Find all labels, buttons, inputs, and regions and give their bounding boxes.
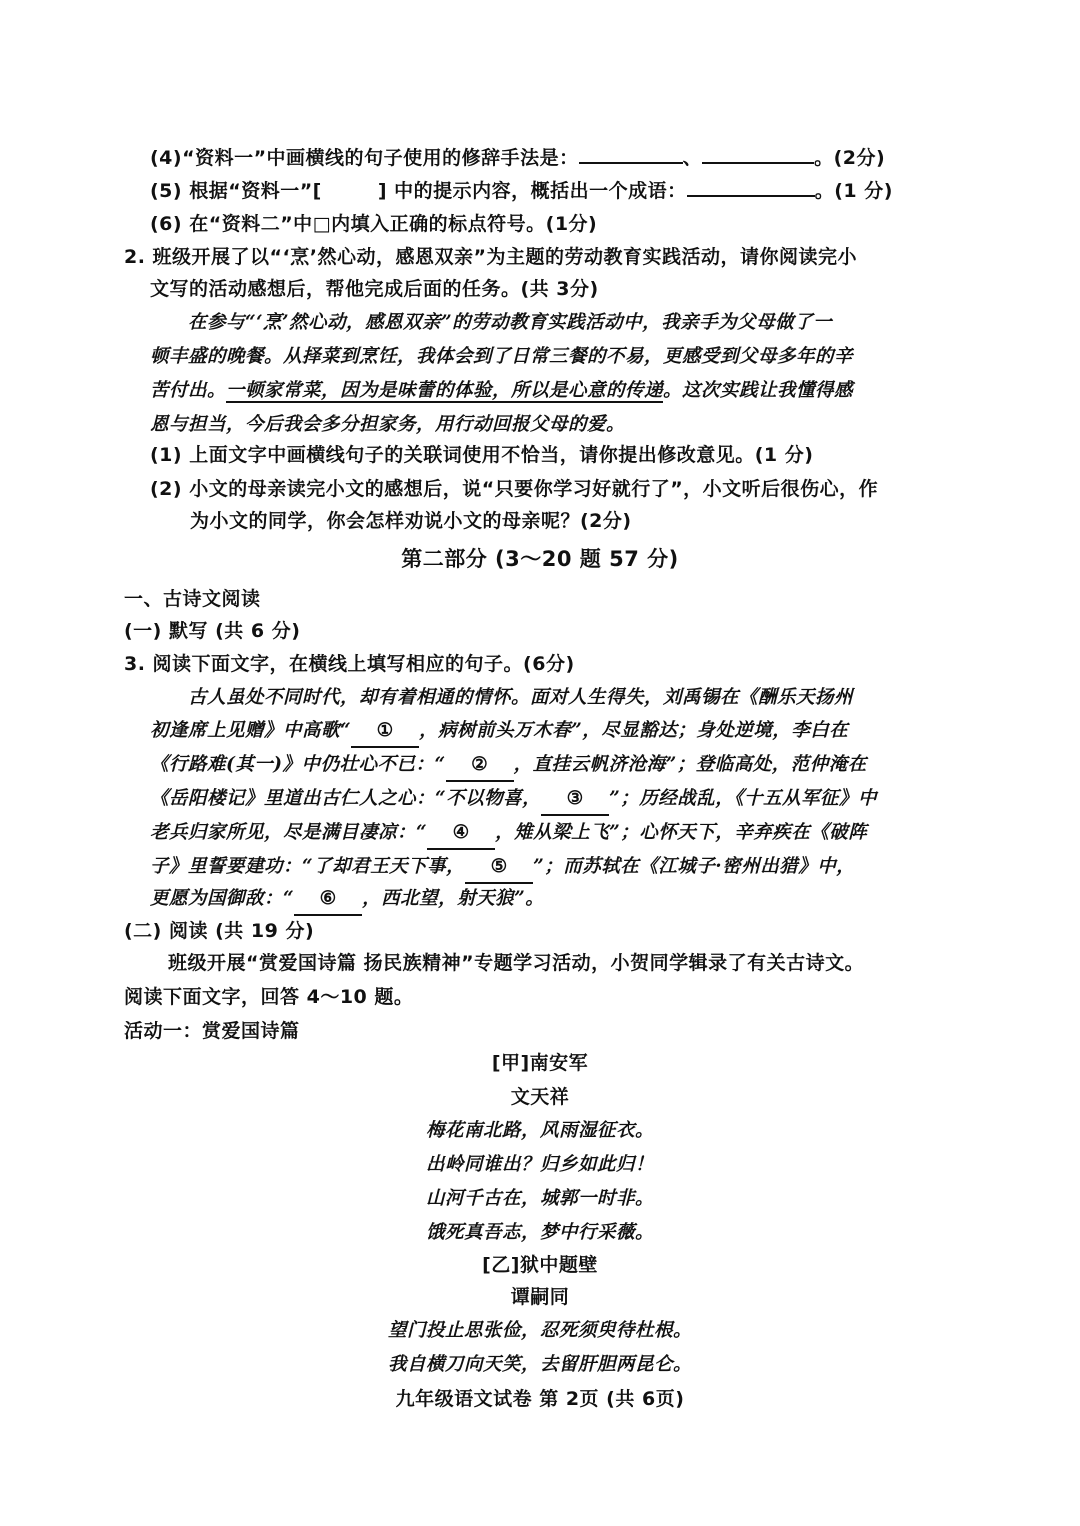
q2-passage-text: 苦付出。	[150, 380, 227, 401]
q1-sub5	[150, 176, 893, 206]
q1-sub4-score: 。(2分)	[814, 147, 886, 169]
q3-text: ，直挂云帆济沧海”；登临高处，范仲淹在	[513, 754, 867, 775]
q3-text: ，病树前头万木春”，尽显豁达；身处逆境，李白在	[419, 720, 849, 741]
q2-sub1: (1) 上面文字中画横线句子的关联词使用不恰当，请你提出修改意见。(1 分)	[150, 444, 814, 466]
q3-text: ，西北望，射天狼”。	[362, 888, 545, 909]
q2-sub2-line1: (2) 小文的母亲读完小文的感想后，说“只要你学习好就行了”，小文听后很伤心，作	[150, 478, 879, 500]
reading-intro-line1: 班级开展“赏爱国诗篇 扬民族精神”专题学习活动，小贺同学辑录了有关古诗文。	[168, 952, 865, 974]
q1-sub5-text2: ] 中的提示内容，概括出一个成语：	[377, 180, 687, 202]
q3-line2	[150, 716, 848, 748]
answer-blank[interactable]	[687, 177, 815, 197]
underlined-sentence: 一顿家常菜，因为是味蕾的体验，所以是心意的传递	[226, 380, 664, 401]
q3-text: 《行路难(其一)》中仍壮心不已：“	[150, 754, 446, 775]
q1-sub5-score: 。(1 分)	[814, 180, 893, 202]
poem-a-title: [甲]南安军	[491, 1052, 589, 1074]
q3-line6	[150, 852, 855, 884]
q2-passage-text: 。这次实践让我懂得感	[663, 380, 854, 401]
answer-blank[interactable]	[579, 144, 683, 164]
q1-sub6: (6) 在“资料二”中□内填入正确的标点符号。(1分)	[150, 213, 598, 235]
q2-passage-line4: 恩与担当，今后我会多分担家务，用行动回报父母的爱。	[150, 414, 626, 435]
q1-sub5-text: (5) 根据“资料一”[	[150, 180, 322, 202]
poem-b-title: [乙]狱中题壁	[482, 1254, 598, 1276]
blank-2[interactable]: ②	[446, 750, 514, 782]
poem-a-line: 梅花南北路，风雨湿征衣。	[425, 1120, 654, 1141]
q3-line1: 古人虽处不同时代，却有着相通的情怀。面对人生得失，刘禹锡在《酬乐天扬州	[188, 687, 854, 708]
q3-line3	[150, 750, 867, 782]
q3-text: 子》里誓要建功：“了却君王天下事，	[150, 856, 466, 877]
activity-heading: 活动一：赏爱国诗篇	[124, 1020, 300, 1042]
poem-b-author: 谭嗣同	[510, 1286, 570, 1308]
blank-1[interactable]: ①	[351, 716, 419, 748]
page-footer: 九年级语文试卷 第 2页 (共 6页)	[395, 1388, 685, 1410]
q1-sub4	[150, 143, 885, 173]
blank-3[interactable]: ③	[541, 784, 609, 816]
q3-text: ”；而苏轼在《江城子·密州出猎》中，	[533, 856, 856, 877]
subsection-heading: (二) 阅读 (共 19 分)	[124, 920, 315, 942]
q3-text: 初逢席上见赠》中高歌“	[150, 720, 352, 741]
q3-text: 老兵归家所见，尽是满目凄凉：“	[150, 822, 428, 843]
q1-sub4-sep: 、	[682, 147, 703, 169]
q2-sub2-line2: 为小文的同学，你会怎样劝说小文的母亲呢？(2分)	[190, 510, 632, 532]
poem-a-line: 饿死真吾志，梦中行采薇。	[425, 1222, 654, 1243]
blank-5[interactable]: ⑤	[465, 852, 533, 884]
part2-title: 第二部分 (3～20 题 57 分)	[401, 547, 679, 571]
q3-line5	[150, 818, 867, 850]
q3-text: 《岳阳楼记》里道出古仁人之心：“不以物喜，	[150, 788, 542, 809]
q3-text: ”；历经战乱，《十五从军征》中	[609, 788, 878, 809]
q2-passage-line1: 在参与“‘烹’然心动，感恩双亲”的劳动教育实践活动中，我亲手为父母做了一	[188, 312, 833, 333]
poem-a-line: 山河千古在，城郭一时非。	[425, 1188, 654, 1209]
reading-intro-line2: 阅读下面文字，回答 4～10 题。	[124, 986, 414, 1008]
q2-stem-line1: 2. 班级开展了以“‘烹’然心动，感恩双亲”为主题的劳动教育实践活动，请你阅读完小	[124, 246, 857, 268]
poem-b-line: 我自横刀向天笑，去留肝胆两昆仑。	[387, 1354, 692, 1375]
q3-stem: 3. 阅读下面文字，在横线上填写相应的句子。(6分)	[124, 653, 575, 675]
subsection-heading: (一) 默写 (共 6 分)	[124, 620, 301, 642]
q3-line7	[150, 884, 544, 916]
q3-line4	[150, 784, 877, 816]
poem-b-line: 望门投止思张俭，忍死须臾待杜根。	[387, 1320, 692, 1341]
poem-a-line: 出岭同谁出？归乡如此归！	[425, 1154, 654, 1175]
blank-6[interactable]: ⑥	[294, 884, 362, 916]
q3-text: ，雉从梁上飞”；心怀天下，辛弃疾在《破阵	[495, 822, 868, 843]
answer-blank[interactable]	[702, 144, 814, 164]
q3-text: 更愿为国御敌：“	[150, 888, 295, 909]
section-heading: 一、古诗文阅读	[124, 588, 261, 610]
q1-sub4-text: (4)“资料一”中画横线的句子使用的修辞手法是：	[150, 147, 579, 169]
q2-stem-line2: 文写的活动感想后，帮他完成后面的任务。(共 3分)	[150, 278, 599, 300]
blank-4[interactable]: ④	[427, 818, 495, 850]
q2-passage-line3	[150, 376, 853, 406]
q2-passage-line2: 顿丰盛的晚餐。从择菜到烹饪，我体会到了日常三餐的不易，更感受到父母多年的辛	[150, 346, 854, 367]
poem-a-author: 文天祥	[510, 1086, 570, 1108]
